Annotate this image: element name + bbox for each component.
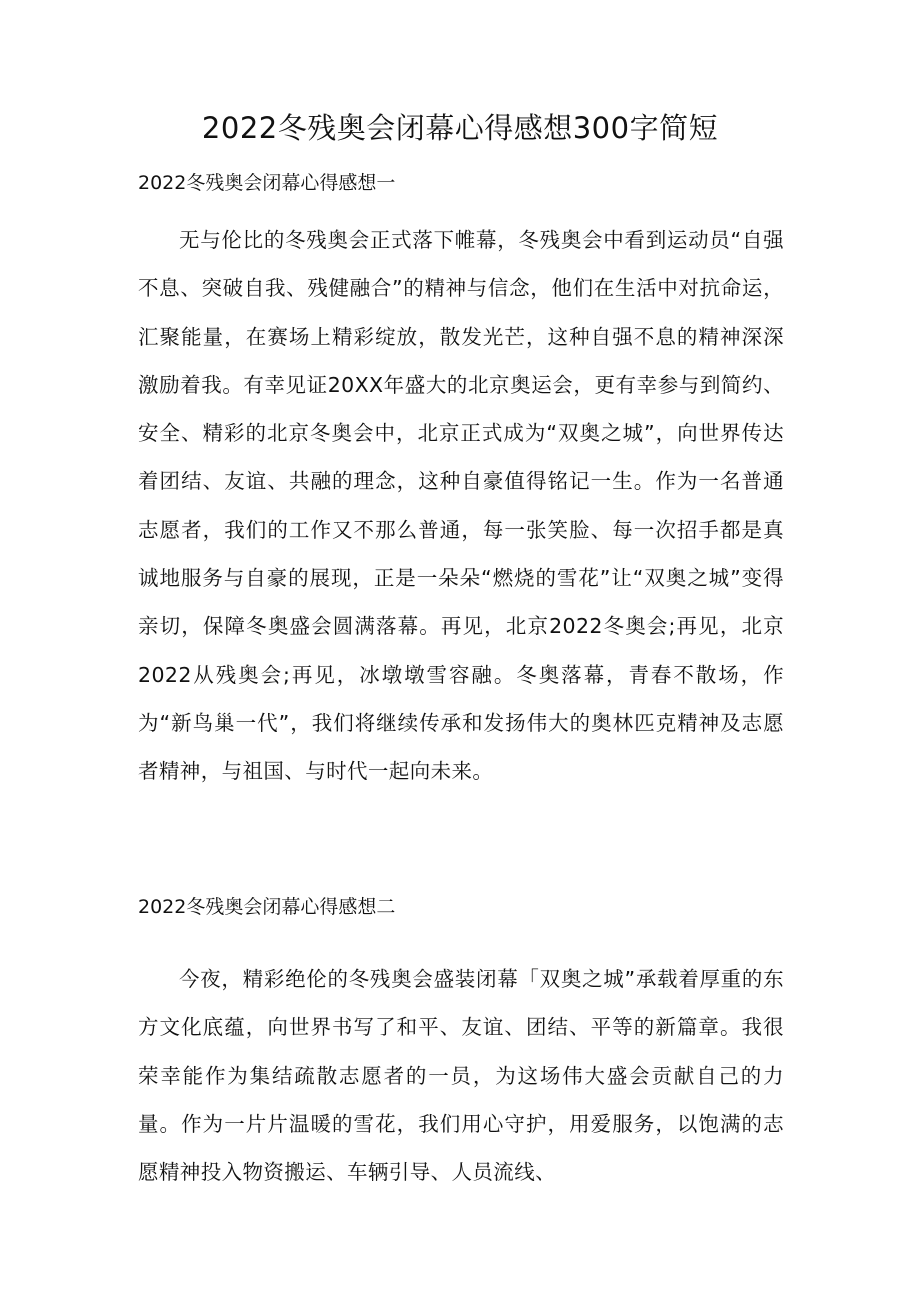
section-1-paragraph: 无与伦比的冬残奥会正式落下帷幕，冬残奥会中看到运动员“自强不息、突破自我、残健融合”的精神与信念，他们在生活中对抗命运，汇聚能量，在赛场上精彩绽放，散发光芒，这种自强不息的精神深深激励着我。有幸见证20XX年盛大的北京奥运会，更有幸参与到简约、安全、精彩的北京冬奥会中，北京正式成为“双奥之城”，向世界传达着团结、友谊、共融的理念，这种自豪值得铭记一生。作为一名普通志愿者，我们的工作又不那么普通，每一张笑脸、每一次招手都是真诚地服务与自豪的展现，正是一朵朵“燃烧的雪花”让“双奥之城”变得亲切，保障冬奥盛会圆满落幕。再见，北京2022冬奥会;再见，北京2022从残奥会;再见，冰墩墩雪容融。冬奥落幕，青春不散场，作为“新鸟巢一代”，我们将继续传承和发扬伟大的奥林匹克精神及志愿者精神，与祖国、与时代一起向未来。: [138, 228, 784, 784]
section-2-paragraph: 今夜，精彩绝伦的冬残奥会盛装闭幕「双奥之城”承载着厚重的东方文化底蕴，向世界书写了和平、友谊、团结、平等的新篇章。我很荣幸能作为集结疏散志愿者的一员，为这场伟大盛会贡献自己的力量。作为一片片温暖的雪花，我们用心守护，用爱服务，以饱满的志愿精神投入物资搬运、车辆引导、人员流线、: [138, 967, 784, 1185]
document-title: 2022冬残奥会闭幕心得感想300字简短: [201, 111, 719, 145]
section-2-heading: 2022冬残奥会闭幕心得感想二: [138, 896, 396, 918]
section-1-heading: 2022冬残奥会闭幕心得感想一: [138, 172, 396, 194]
